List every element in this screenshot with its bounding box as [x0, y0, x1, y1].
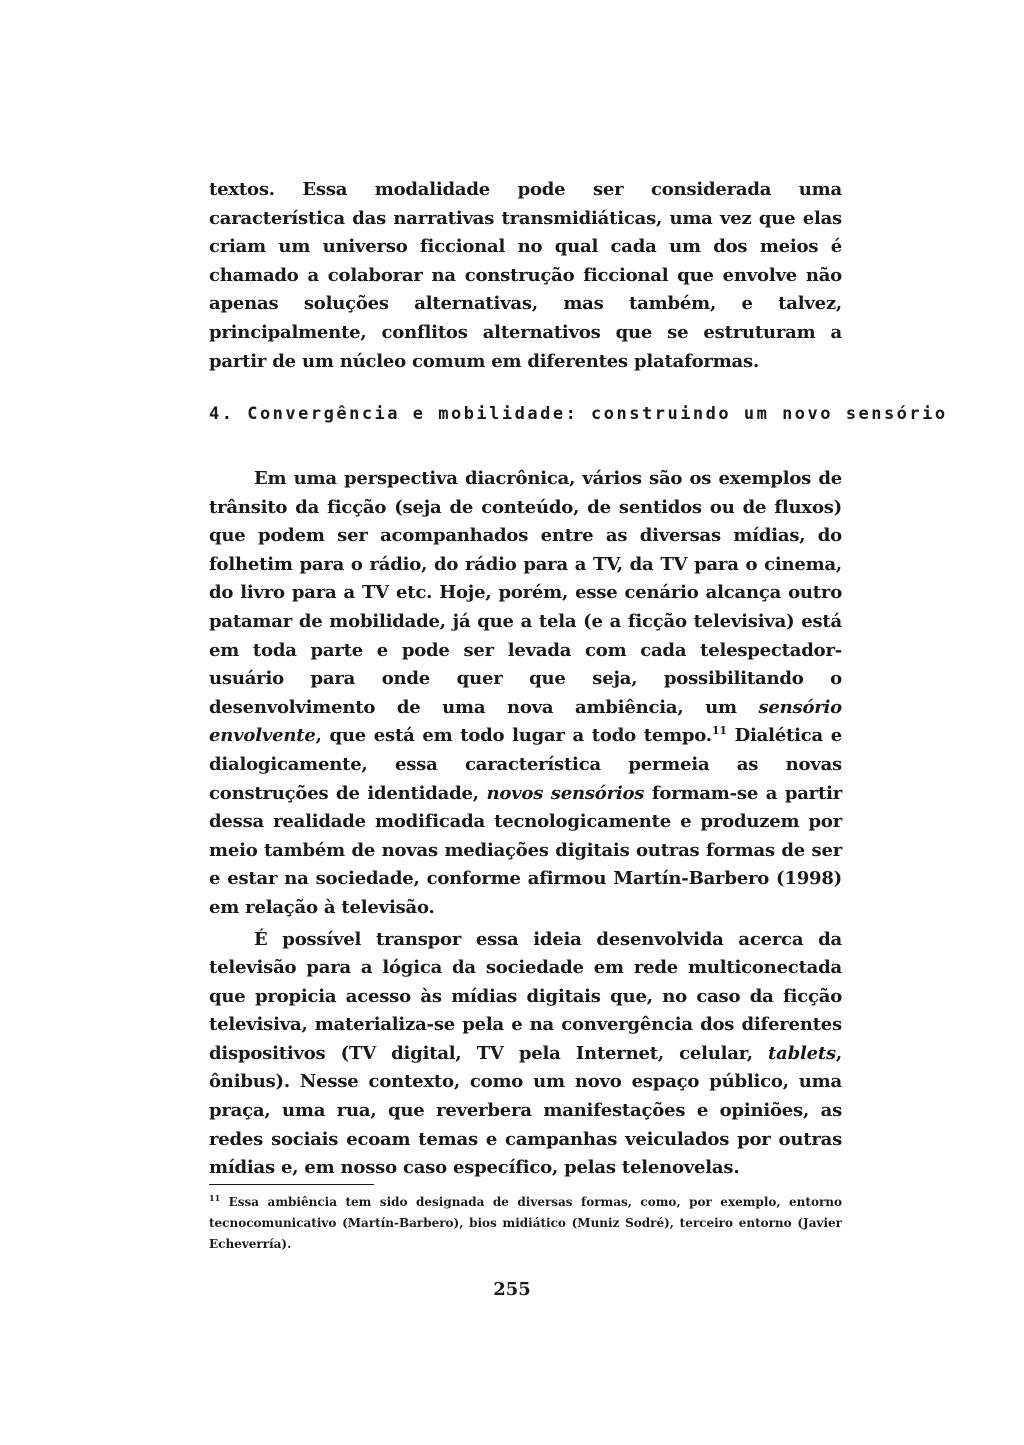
page-number: 255	[493, 1279, 531, 1300]
section-body	[209, 465, 842, 1183]
paragraph-2-text-2: , que está em todo lugar a todo tempo.	[315, 725, 712, 747]
footnote-reference[interactable]: 11	[711, 724, 727, 738]
emphasis-novos-sensorios: novos sensórios	[486, 782, 645, 804]
paragraph-2-text-1: Em uma perspectiva diacrônica, vários são os exemplos de trânsito da ficção (seja de conteúdo, de sentidos ou de fluxos) que podem ser acompanhados entre as diversas mídias, do folhetim para o rádio, do rádio para a TV, da TV para o cinema, do livro para a TV etc. Hoje, porém, esse cenário alcança outro patamar de mobilidade, já que a tela (e a ficção televisiva) está em toda parte e pode ser levada com cada telespectador-usuário para onde quer que seja, possibilitando o desenvolvimento de uma nova ambiência, um	[209, 468, 842, 718]
paragraph-3-text-1: É possível transpor essa ideia desenvolvida acerca da televisão para a lógica da sociedade em rede multiconectada que propicia acesso às mídias digitais que, no caso da ficção televisiva, materializa-se pela e na convergência dos diferentes dispositivos (TV digital, TV pela Internet, celular,	[209, 928, 842, 1064]
section-heading: 4. Convergência e mobilidade: construindo um novo sensório	[209, 404, 948, 424]
footnote-number: 11	[209, 1193, 221, 1203]
footnote	[209, 1192, 842, 1255]
footnote-divider	[209, 1184, 374, 1185]
emphasis-sensorio-envolvente: sensório envolvente	[209, 696, 842, 747]
footnote-text: Essa ambiência tem sido designada de diversas formas, como, por exemplo, entorno tecnocomunicativo (Martín-Barbero), bios midiático (Muniz Sodré), terceiro entorno (Javier Echeverría).	[209, 1195, 842, 1251]
intro-paragraph: textos. Essa modalidade pode ser considerada uma característica das narrativas transmidiáticas, uma vez que elas criam um universo ficcional no qual cada um dos meios é chamado a colaborar na construção ficcional que envolve não apenas soluções alternativas, mas também, e talvez, principalmente, conflitos alternativos que se estruturam a partir de um núcleo comum em diferentes plataformas.	[209, 179, 842, 372]
emphasis-tablets: tablets	[768, 1042, 836, 1064]
paragraph-3-text-2: , ônibus). Nesse contexto, como um novo espaço público, uma praça, uma rua, que reverbera manifestações e opiniões, as redes sociais ecoam temas e campanhas veiculados por outras mídias e, em nosso caso específico, pelas telenovelas.	[209, 1042, 842, 1179]
paragraph-convergence-history	[209, 465, 842, 923]
paragraph-2-text-3: Dialética e dialogicamente, essa característica permeia as novas construções de identidade,	[209, 725, 842, 804]
paragraph-2-text-4: formam-se a partir dessa realidade modificada tecnologicamente e produzem por meio também de novas mediações digitais outras formas de ser e estar na sociedade, conforme afirmou Martín-Barbero (1998) em relação à televisão.	[209, 782, 843, 918]
paragraph-networked-society	[209, 926, 842, 1183]
